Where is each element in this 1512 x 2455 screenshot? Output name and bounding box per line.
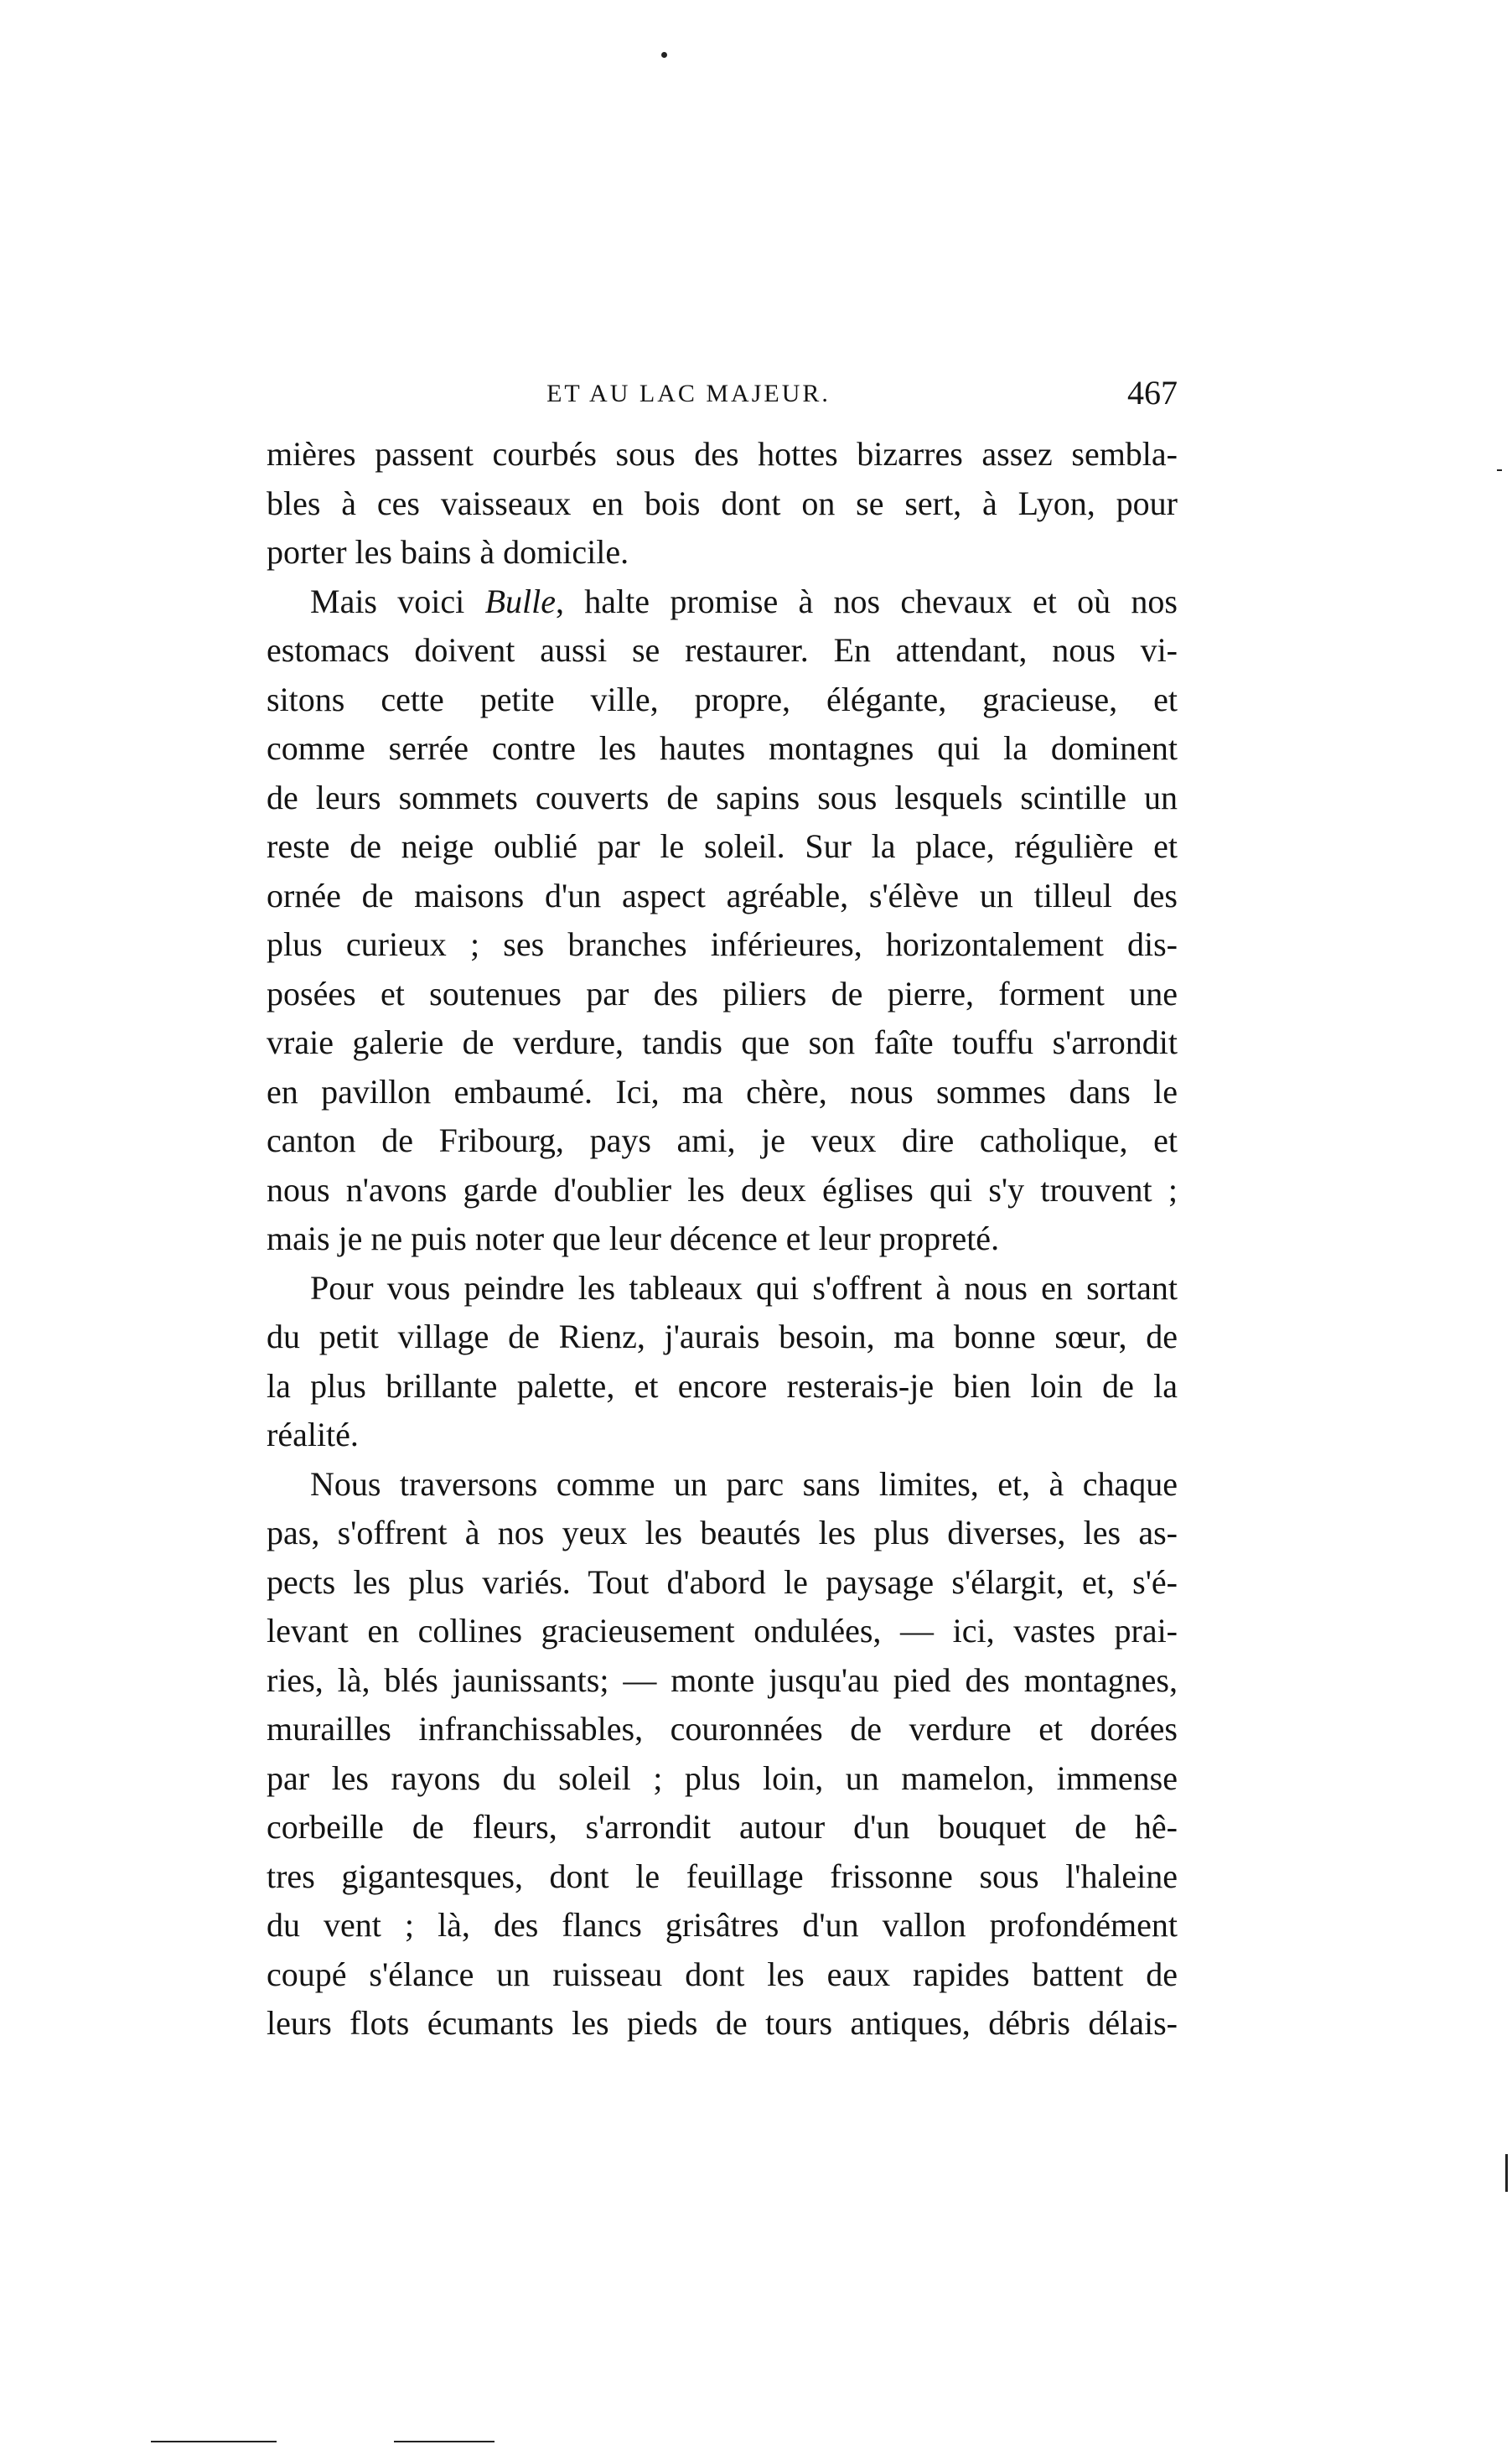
text-line [267, 1215, 1178, 1264]
text-line [267, 822, 1178, 872]
text-line-content: estomacs doivent aussi se restaurer. En attendant, nous vi- [267, 631, 1178, 669]
text-line-content: Nous traversons comme un parc sans limites, et, à chaque [310, 1464, 1178, 1503]
text-line-content: nous n'avons garde d'oublier les deux églises qui s'y trouvent ; [267, 1170, 1178, 1209]
text-line-content: Mais voici Bulle, halte promise à nos chevaux et où nos [310, 582, 1178, 620]
text-line [267, 577, 1178, 627]
text-line-content: du vent ; là, des flancs grisâtres d'un vallon profondément [267, 1906, 1178, 1944]
text-line-content: mais je ne puis noter que leur décence et leur propreté. [267, 1220, 1000, 1257]
place-name-bulle: Bulle [484, 582, 556, 620]
text-line-content: de leurs sommets couverts de sapins sous lesquels scintille un [267, 778, 1178, 816]
text-line [267, 920, 1178, 970]
text-line-content: en pavillon embaumé. Ici, ma chère, nous sommes dans le [267, 1072, 1178, 1111]
text-line-content: la plus brillante palette, et encore resterais-je bien loin de la [267, 1366, 1178, 1405]
text-line [267, 872, 1178, 921]
text-line [267, 1803, 1178, 1852]
text-line [267, 774, 1178, 823]
text-line [267, 970, 1178, 1019]
text-line-content: murailles infranchissables, couronnées de verdure et dorées [267, 1710, 1178, 1748]
text-line-content: mières passent courbés sous des hottes bizarres assez sembla- [267, 435, 1178, 473]
text-line [267, 1607, 1178, 1656]
page-number: 467 [1127, 374, 1178, 412]
text-line [267, 1852, 1178, 1902]
text-line-content: par les rayons du soleil ; plus loin, un mamelon, immense [267, 1758, 1178, 1797]
text-line-content: coupé s'élance un ruisseau dont les eaux rapides battent de [267, 1955, 1178, 1993]
text-line [267, 1950, 1178, 2000]
text-line [267, 676, 1178, 725]
text-line [267, 1116, 1178, 1166]
scan-edge-mark [1497, 469, 1502, 471]
text-line [267, 479, 1178, 529]
text-line-content: réalité. [267, 1416, 359, 1453]
text-line-content: vraie galerie de verdure, tandis que son faîte touffu s'arrondit [267, 1023, 1178, 1061]
text-line [267, 626, 1178, 676]
text-line [267, 1264, 1178, 1313]
text-line-content: porter les bains à domicile. [267, 533, 629, 571]
text-line-content: corbeille de fleurs, s'arrondit autour d'un bouquet de hê- [267, 1808, 1178, 1846]
text-line [267, 1018, 1178, 1068]
text-line-content: Pour vous peindre les tableaux qui s'offrent à nous en sortant [310, 1268, 1178, 1307]
text-line-content: pas, s'offrent à nos yeux les beautés les plus diverses, les as- [267, 1514, 1178, 1551]
scan-edge-mark [1505, 2154, 1508, 2192]
text-line [267, 1068, 1178, 1117]
text-line [267, 430, 1178, 479]
text-line [267, 1558, 1178, 1608]
text-line [267, 1313, 1178, 1362]
text-line-content: ornée de maisons d'un aspect agréable, s'élève un tilleul des [267, 876, 1178, 914]
text-line [267, 1656, 1178, 1706]
text-line [267, 528, 1178, 577]
body-text [267, 430, 1178, 2048]
text-line [267, 1460, 1178, 1510]
running-head-title: ET AU LAC MAJEUR. [546, 380, 831, 407]
text-line-content: leurs flots écumants les pieds de tours antiques, débris délais- [267, 2004, 1178, 2042]
scan-bottom-rule [151, 2441, 277, 2442]
text-line-content: canton de Fribourg, pays ami, je veux dire catholique, et [267, 1121, 1178, 1159]
text-line [267, 724, 1178, 774]
text-line-content: bles à ces vaisseaux en bois dont on se sert, à Lyon, pour [267, 484, 1178, 522]
text-line-content: plus curieux ; ses branches inférieures, horizontalement dis- [267, 925, 1178, 963]
text-line-content: levant en collines gracieusement ondulées, — ici, vastes prai- [267, 1612, 1178, 1650]
running-head [267, 373, 1178, 417]
text-line-content: ries, là, blés jaunissants; — monte jusqu'au pied des montagnes, [267, 1660, 1178, 1699]
text-line-content: reste de neige oublié par le soleil. Sur la place, régulière et [267, 827, 1178, 865]
text-line [267, 1754, 1178, 1804]
scan-bottom-rule [394, 2441, 495, 2442]
text-line-content: tres gigantesques, dont le feuillage frissonne sous l'haleine [267, 1857, 1178, 1895]
text-line-content: posées et soutenues par des piliers de pierre, forment une [267, 974, 1178, 1013]
scan-speck [661, 52, 667, 58]
text-line-content: sitons cette petite ville, propre, élégante, gracieuse, et [267, 680, 1178, 718]
text-line-content: pects les plus variés. Tout d'abord le paysage s'élargit, et, s'é- [267, 1562, 1178, 1601]
text-line [267, 1411, 1178, 1460]
text-line [267, 1999, 1178, 2048]
text-line-content: du petit village de Rienz, j'aurais besoin, ma bonne sœur, de [267, 1318, 1178, 1355]
text-line [267, 1509, 1178, 1558]
text-line [267, 1705, 1178, 1754]
text-line [267, 1901, 1178, 1950]
text-line [267, 1362, 1178, 1411]
text-line [267, 1166, 1178, 1215]
text-line-content: comme serrée contre les hautes montagnes qui la dominent [267, 729, 1178, 767]
